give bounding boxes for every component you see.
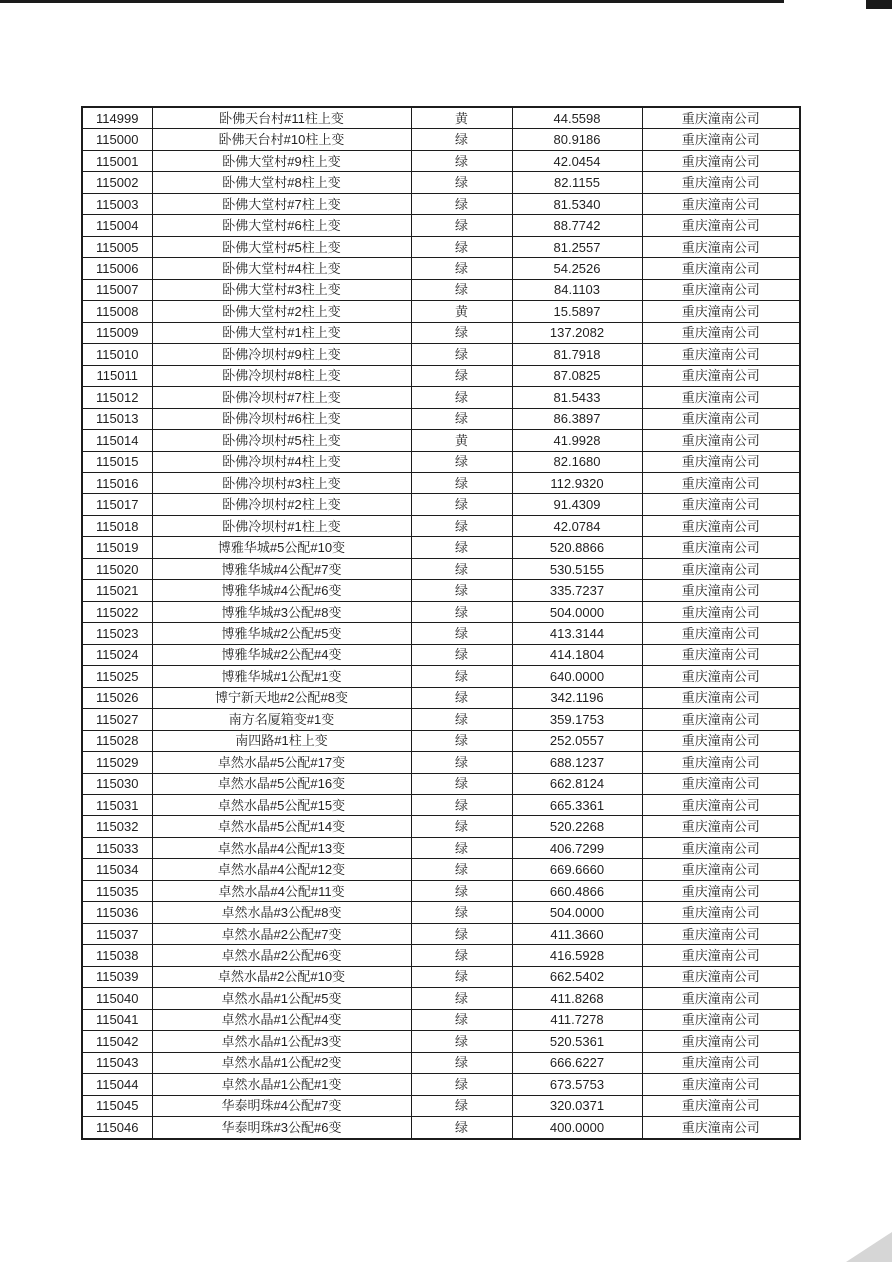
row-value-cell: 662.8124 — [512, 773, 642, 794]
row-name-cell: 卓然水晶#2公配#6变 — [152, 945, 411, 966]
table-row — [82, 515, 800, 536]
row-name-cell: 南四路#1柱上变 — [152, 730, 411, 751]
row-name-cell: 博宁新天地#2公配#8变 — [152, 687, 411, 708]
row-status-cell: 绿 — [411, 236, 512, 257]
row-id-cell: 115024 — [82, 644, 152, 665]
row-value-cell: 335.7237 — [512, 580, 642, 601]
row-status-cell: 绿 — [411, 709, 512, 730]
row-value-cell: 80.9186 — [512, 129, 642, 150]
row-value-cell: 15.5897 — [512, 301, 642, 322]
row-company-cell: 重庆潼南公司 — [642, 945, 800, 966]
row-value-cell: 400.0000 — [512, 1117, 642, 1139]
row-company-cell: 重庆潼南公司 — [642, 215, 800, 236]
row-value-cell: 42.0784 — [512, 515, 642, 536]
row-value-cell: 660.4866 — [512, 880, 642, 901]
row-company-cell: 重庆潼南公司 — [642, 472, 800, 493]
table-body — [82, 107, 800, 1139]
row-id-cell: 115044 — [82, 1074, 152, 1095]
row-company-cell: 重庆潼南公司 — [642, 795, 800, 816]
table-row — [82, 730, 800, 751]
table-row — [82, 129, 800, 150]
table-row — [82, 923, 800, 944]
row-company-cell: 重庆潼南公司 — [642, 193, 800, 214]
row-status-cell: 绿 — [411, 258, 512, 279]
row-id-cell: 115041 — [82, 1009, 152, 1030]
row-status-cell: 绿 — [411, 988, 512, 1009]
table-row — [82, 1095, 800, 1116]
row-name-cell: 卧佛大堂村#2柱上变 — [152, 301, 411, 322]
row-name-cell: 卧佛冷坝村#7柱上变 — [152, 387, 411, 408]
row-id-cell: 115038 — [82, 945, 152, 966]
row-name-cell: 卓然水晶#4公配#12变 — [152, 859, 411, 880]
row-value-cell: 669.6660 — [512, 859, 642, 880]
row-id-cell: 115030 — [82, 773, 152, 794]
row-value-cell: 504.0000 — [512, 902, 642, 923]
row-id-cell: 115042 — [82, 1031, 152, 1052]
table-row — [82, 387, 800, 408]
row-status-cell: 黄 — [411, 430, 512, 451]
row-name-cell: 卧佛大堂村#4柱上变 — [152, 258, 411, 279]
table-row — [82, 880, 800, 901]
row-company-cell: 重庆潼南公司 — [642, 1074, 800, 1095]
table-row — [82, 258, 800, 279]
row-id-cell: 115020 — [82, 558, 152, 579]
row-id-cell: 115015 — [82, 451, 152, 472]
row-status-cell: 绿 — [411, 816, 512, 837]
row-id-cell: 115045 — [82, 1095, 152, 1116]
row-value-cell: 504.0000 — [512, 601, 642, 622]
row-company-cell: 重庆潼南公司 — [642, 558, 800, 579]
row-company-cell: 重庆潼南公司 — [642, 408, 800, 429]
row-value-cell: 342.1196 — [512, 687, 642, 708]
row-status-cell: 绿 — [411, 150, 512, 171]
row-name-cell: 卓然水晶#2公配#7变 — [152, 923, 411, 944]
row-company-cell: 重庆潼南公司 — [642, 966, 800, 987]
row-name-cell: 南方名厦箱变#1变 — [152, 709, 411, 730]
table-row — [82, 107, 800, 129]
row-name-cell: 卧佛冷坝村#4柱上变 — [152, 451, 411, 472]
table-row — [82, 279, 800, 300]
row-company-cell: 重庆潼南公司 — [642, 537, 800, 558]
table-row — [82, 752, 800, 773]
row-company-cell: 重庆潼南公司 — [642, 387, 800, 408]
row-status-cell: 绿 — [411, 623, 512, 644]
row-company-cell: 重庆潼南公司 — [642, 1031, 800, 1052]
row-name-cell: 博雅华城#4公配#7变 — [152, 558, 411, 579]
row-value-cell: 530.5155 — [512, 558, 642, 579]
row-value-cell: 411.7278 — [512, 1009, 642, 1030]
table-row — [82, 472, 800, 493]
row-company-cell: 重庆潼南公司 — [642, 1052, 800, 1073]
table-row — [82, 816, 800, 837]
row-value-cell: 252.0557 — [512, 730, 642, 751]
table-row — [82, 644, 800, 665]
row-company-cell: 重庆潼南公司 — [642, 1009, 800, 1030]
row-value-cell: 666.6227 — [512, 1052, 642, 1073]
row-company-cell: 重庆潼南公司 — [642, 236, 800, 257]
row-name-cell: 卓然水晶#1公配#4变 — [152, 1009, 411, 1030]
row-status-cell: 绿 — [411, 1052, 512, 1073]
table-row — [82, 1052, 800, 1073]
row-id-cell: 115008 — [82, 301, 152, 322]
table-row — [82, 193, 800, 214]
row-company-cell: 重庆潼南公司 — [642, 150, 800, 171]
row-name-cell: 卧佛大堂村#5柱上变 — [152, 236, 411, 257]
row-name-cell: 博雅华城#3公配#8变 — [152, 601, 411, 622]
row-value-cell: 81.2557 — [512, 236, 642, 257]
row-company-cell: 重庆潼南公司 — [642, 730, 800, 751]
row-id-cell: 115012 — [82, 387, 152, 408]
row-value-cell: 411.8268 — [512, 988, 642, 1009]
table-row — [82, 451, 800, 472]
table-row — [82, 623, 800, 644]
table-row — [82, 150, 800, 171]
table-row — [82, 236, 800, 257]
table-row — [82, 301, 800, 322]
row-id-cell: 115039 — [82, 966, 152, 987]
row-value-cell: 54.2526 — [512, 258, 642, 279]
row-value-cell: 137.2082 — [512, 322, 642, 343]
table-row — [82, 773, 800, 794]
row-status-cell: 绿 — [411, 494, 512, 515]
table-row — [82, 966, 800, 987]
row-status-cell: 绿 — [411, 902, 512, 923]
row-status-cell: 绿 — [411, 172, 512, 193]
row-name-cell: 卓然水晶#5公配#15变 — [152, 795, 411, 816]
row-company-cell: 重庆潼南公司 — [642, 494, 800, 515]
row-status-cell: 绿 — [411, 580, 512, 601]
row-status-cell: 黄 — [411, 107, 512, 129]
row-id-cell: 115033 — [82, 837, 152, 858]
row-company-cell: 重庆潼南公司 — [642, 515, 800, 536]
row-status-cell: 绿 — [411, 344, 512, 365]
row-company-cell: 重庆潼南公司 — [642, 344, 800, 365]
row-id-cell: 115034 — [82, 859, 152, 880]
row-name-cell: 卧佛大堂村#6柱上变 — [152, 215, 411, 236]
row-value-cell: 673.5753 — [512, 1074, 642, 1095]
table-row — [82, 945, 800, 966]
row-company-cell: 重庆潼南公司 — [642, 129, 800, 150]
row-value-cell: 84.1103 — [512, 279, 642, 300]
table-row — [82, 494, 800, 515]
row-id-cell: 115017 — [82, 494, 152, 515]
row-company-cell: 重庆潼南公司 — [642, 752, 800, 773]
row-value-cell: 87.0825 — [512, 365, 642, 386]
row-value-cell: 665.3361 — [512, 795, 642, 816]
row-id-cell: 115031 — [82, 795, 152, 816]
scan-artifact-top-line — [0, 0, 784, 3]
row-value-cell: 81.5340 — [512, 193, 642, 214]
row-name-cell: 卧佛冷坝村#3柱上变 — [152, 472, 411, 493]
row-value-cell: 406.7299 — [512, 837, 642, 858]
row-company-cell: 重庆潼南公司 — [642, 365, 800, 386]
row-status-cell: 绿 — [411, 1031, 512, 1052]
row-company-cell: 重庆潼南公司 — [642, 644, 800, 665]
row-id-cell: 115032 — [82, 816, 152, 837]
row-name-cell: 卧佛大堂村#1柱上变 — [152, 322, 411, 343]
row-id-cell: 115007 — [82, 279, 152, 300]
row-name-cell: 卧佛冷坝村#5柱上变 — [152, 430, 411, 451]
table-row — [82, 408, 800, 429]
row-id-cell: 115000 — [82, 129, 152, 150]
row-name-cell: 卓然水晶#2公配#10变 — [152, 966, 411, 987]
row-id-cell: 115016 — [82, 472, 152, 493]
row-company-cell: 重庆潼南公司 — [642, 279, 800, 300]
row-name-cell: 卧佛冷坝村#6柱上变 — [152, 408, 411, 429]
row-name-cell: 卓然水晶#5公配#14变 — [152, 816, 411, 837]
row-status-cell: 绿 — [411, 859, 512, 880]
row-status-cell: 绿 — [411, 837, 512, 858]
row-id-cell: 115037 — [82, 923, 152, 944]
row-value-cell: 82.1680 — [512, 451, 642, 472]
row-value-cell: 640.0000 — [512, 666, 642, 687]
table-row — [82, 988, 800, 1009]
row-company-cell: 重庆潼南公司 — [642, 172, 800, 193]
row-company-cell: 重庆潼南公司 — [642, 1095, 800, 1116]
row-value-cell: 112.9320 — [512, 472, 642, 493]
row-status-cell: 黄 — [411, 301, 512, 322]
row-id-cell: 115022 — [82, 601, 152, 622]
row-id-cell: 115013 — [82, 408, 152, 429]
row-name-cell: 华泰明珠#3公配#6变 — [152, 1117, 411, 1139]
row-company-cell: 重庆潼南公司 — [642, 623, 800, 644]
row-value-cell: 42.0454 — [512, 150, 642, 171]
row-value-cell: 688.1237 — [512, 752, 642, 773]
row-value-cell: 411.3660 — [512, 923, 642, 944]
row-value-cell: 81.7918 — [512, 344, 642, 365]
table-row — [82, 902, 800, 923]
row-status-cell: 绿 — [411, 537, 512, 558]
row-id-cell: 115002 — [82, 172, 152, 193]
row-id-cell: 115025 — [82, 666, 152, 687]
row-value-cell: 81.5433 — [512, 387, 642, 408]
row-company-cell: 重庆潼南公司 — [642, 816, 800, 837]
row-id-cell: 115028 — [82, 730, 152, 751]
row-name-cell: 卓然水晶#4公配#13变 — [152, 837, 411, 858]
row-status-cell: 绿 — [411, 666, 512, 687]
row-company-cell: 重庆潼南公司 — [642, 580, 800, 601]
row-name-cell: 卧佛大堂村#8柱上变 — [152, 172, 411, 193]
row-id-cell: 115010 — [82, 344, 152, 365]
row-status-cell: 绿 — [411, 752, 512, 773]
row-company-cell: 重庆潼南公司 — [642, 666, 800, 687]
row-id-cell: 115023 — [82, 623, 152, 644]
table-row — [82, 859, 800, 880]
row-status-cell: 绿 — [411, 322, 512, 343]
row-id-cell: 115029 — [82, 752, 152, 773]
row-status-cell: 绿 — [411, 1009, 512, 1030]
row-id-cell: 115043 — [82, 1052, 152, 1073]
row-value-cell: 520.8866 — [512, 537, 642, 558]
table-row — [82, 580, 800, 601]
row-value-cell: 414.1804 — [512, 644, 642, 665]
row-status-cell: 绿 — [411, 215, 512, 236]
row-name-cell: 卧佛冷坝村#9柱上变 — [152, 344, 411, 365]
table-row — [82, 558, 800, 579]
row-name-cell: 华泰明珠#4公配#7变 — [152, 1095, 411, 1116]
table-row — [82, 795, 800, 816]
table-row — [82, 709, 800, 730]
row-status-cell: 绿 — [411, 923, 512, 944]
transformer-records-table — [81, 106, 801, 1140]
row-status-cell: 绿 — [411, 644, 512, 665]
table-row — [82, 215, 800, 236]
row-name-cell: 卧佛天台村#11柱上变 — [152, 107, 411, 129]
row-status-cell: 绿 — [411, 1117, 512, 1139]
row-id-cell: 115001 — [82, 150, 152, 171]
row-name-cell: 卓然水晶#5公配#16变 — [152, 773, 411, 794]
row-id-cell: 115035 — [82, 880, 152, 901]
row-company-cell: 重庆潼南公司 — [642, 837, 800, 858]
row-value-cell: 91.4309 — [512, 494, 642, 515]
table-row — [82, 1009, 800, 1030]
row-id-cell: 115019 — [82, 537, 152, 558]
row-value-cell: 86.3897 — [512, 408, 642, 429]
row-value-cell: 413.3144 — [512, 623, 642, 644]
row-status-cell: 绿 — [411, 387, 512, 408]
row-name-cell: 卓然水晶#1公配#2变 — [152, 1052, 411, 1073]
table-row — [82, 322, 800, 343]
table-row — [82, 172, 800, 193]
row-status-cell: 绿 — [411, 966, 512, 987]
row-id-cell: 114999 — [82, 107, 152, 129]
row-company-cell: 重庆潼南公司 — [642, 1117, 800, 1139]
row-status-cell: 绿 — [411, 451, 512, 472]
row-status-cell: 绿 — [411, 193, 512, 214]
row-name-cell: 卧佛大堂村#3柱上变 — [152, 279, 411, 300]
row-company-cell: 重庆潼南公司 — [642, 923, 800, 944]
row-value-cell: 520.2268 — [512, 816, 642, 837]
row-id-cell: 115004 — [82, 215, 152, 236]
row-status-cell: 绿 — [411, 472, 512, 493]
table-row — [82, 1117, 800, 1139]
row-id-cell: 115026 — [82, 687, 152, 708]
row-company-cell: 重庆潼南公司 — [642, 601, 800, 622]
row-status-cell: 绿 — [411, 880, 512, 901]
row-company-cell: 重庆潼南公司 — [642, 880, 800, 901]
row-status-cell: 绿 — [411, 687, 512, 708]
row-value-cell: 41.9928 — [512, 430, 642, 451]
row-value-cell: 416.5928 — [512, 945, 642, 966]
row-company-cell: 重庆潼南公司 — [642, 258, 800, 279]
table-row — [82, 687, 800, 708]
row-name-cell: 卧佛冷坝村#2柱上变 — [152, 494, 411, 515]
row-id-cell: 115006 — [82, 258, 152, 279]
row-name-cell: 卓然水晶#1公配#3变 — [152, 1031, 411, 1052]
table-row — [82, 1031, 800, 1052]
row-company-cell: 重庆潼南公司 — [642, 687, 800, 708]
row-id-cell: 115046 — [82, 1117, 152, 1139]
row-value-cell: 662.5402 — [512, 966, 642, 987]
row-status-cell: 绿 — [411, 279, 512, 300]
page-corner-shadow — [846, 1232, 892, 1262]
row-value-cell: 44.5598 — [512, 107, 642, 129]
table-row — [82, 1074, 800, 1095]
row-name-cell: 卓然水晶#1公配#1变 — [152, 1074, 411, 1095]
row-company-cell: 重庆潼南公司 — [642, 902, 800, 923]
row-name-cell: 卓然水晶#1公配#5变 — [152, 988, 411, 1009]
row-name-cell: 博雅华城#1公配#1变 — [152, 666, 411, 687]
row-name-cell: 卧佛大堂村#9柱上变 — [152, 150, 411, 171]
row-name-cell: 卧佛天台村#10柱上变 — [152, 129, 411, 150]
row-value-cell: 82.1155 — [512, 172, 642, 193]
row-value-cell: 320.0371 — [512, 1095, 642, 1116]
row-name-cell: 卓然水晶#4公配#11变 — [152, 880, 411, 901]
row-id-cell: 115036 — [82, 902, 152, 923]
row-value-cell: 88.7742 — [512, 215, 642, 236]
row-status-cell: 绿 — [411, 1095, 512, 1116]
row-status-cell: 绿 — [411, 365, 512, 386]
row-company-cell: 重庆潼南公司 — [642, 430, 800, 451]
row-company-cell: 重庆潼南公司 — [642, 451, 800, 472]
row-status-cell: 绿 — [411, 558, 512, 579]
row-name-cell: 博雅华城#4公配#6变 — [152, 580, 411, 601]
row-status-cell: 绿 — [411, 1074, 512, 1095]
row-company-cell: 重庆潼南公司 — [642, 107, 800, 129]
row-id-cell: 115005 — [82, 236, 152, 257]
row-value-cell: 359.1753 — [512, 709, 642, 730]
row-id-cell: 115014 — [82, 430, 152, 451]
row-company-cell: 重庆潼南公司 — [642, 988, 800, 1009]
row-id-cell: 115011 — [82, 365, 152, 386]
row-status-cell: 绿 — [411, 795, 512, 816]
row-status-cell: 绿 — [411, 408, 512, 429]
table-row — [82, 666, 800, 687]
table-row — [82, 537, 800, 558]
scan-artifact-corner-mark — [866, 0, 892, 9]
table-row — [82, 601, 800, 622]
row-company-cell: 重庆潼南公司 — [642, 322, 800, 343]
row-company-cell: 重庆潼南公司 — [642, 859, 800, 880]
table-row — [82, 344, 800, 365]
row-company-cell: 重庆潼南公司 — [642, 709, 800, 730]
row-status-cell: 绿 — [411, 129, 512, 150]
row-status-cell: 绿 — [411, 515, 512, 536]
row-id-cell: 115027 — [82, 709, 152, 730]
table-row — [82, 837, 800, 858]
row-status-cell: 绿 — [411, 601, 512, 622]
row-status-cell: 绿 — [411, 730, 512, 751]
row-id-cell: 115009 — [82, 322, 152, 343]
row-status-cell: 绿 — [411, 773, 512, 794]
row-name-cell: 卓然水晶#5公配#17变 — [152, 752, 411, 773]
row-value-cell: 520.5361 — [512, 1031, 642, 1052]
row-status-cell: 绿 — [411, 945, 512, 966]
row-name-cell: 卓然水晶#3公配#8变 — [152, 902, 411, 923]
row-id-cell: 115018 — [82, 515, 152, 536]
row-name-cell: 博雅华城#5公配#10变 — [152, 537, 411, 558]
row-id-cell: 115021 — [82, 580, 152, 601]
row-id-cell: 115003 — [82, 193, 152, 214]
row-id-cell: 115040 — [82, 988, 152, 1009]
table-row — [82, 365, 800, 386]
row-name-cell: 博雅华城#2公配#4变 — [152, 644, 411, 665]
row-company-cell: 重庆潼南公司 — [642, 773, 800, 794]
row-company-cell: 重庆潼南公司 — [642, 301, 800, 322]
row-name-cell: 卧佛冷坝村#8柱上变 — [152, 365, 411, 386]
row-name-cell: 卧佛冷坝村#1柱上变 — [152, 515, 411, 536]
table-row — [82, 430, 800, 451]
row-name-cell: 博雅华城#2公配#5变 — [152, 623, 411, 644]
row-name-cell: 卧佛大堂村#7柱上变 — [152, 193, 411, 214]
